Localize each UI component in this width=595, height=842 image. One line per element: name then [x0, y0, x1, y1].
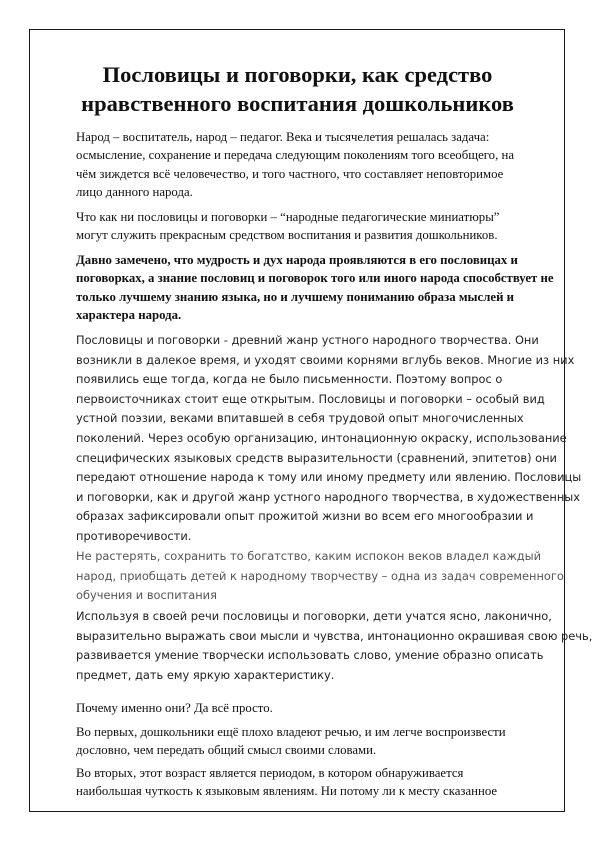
text-line: Что как ни пословицы и поговорки – “народные педагогические миниатюры” — [76, 210, 500, 224]
text-line: Не растерять, сохранить то богатство, каким испокон веков владел каждый — [76, 549, 542, 563]
text-line: чём зиждется всё человечество, и того частного, что составляет неповторимое — [76, 166, 504, 181]
text-line: первоисточниках стоит еще открытым. Пословицы и поговорки – особый вид — [76, 391, 545, 406]
text-line: Во вторых, этот возраст является периодом, в котором обнаруживается — [76, 766, 464, 780]
text-line: только лучшему знанию языка, но и лучшему пониманию образа мыслей и — [76, 289, 515, 304]
text-line: предмет, дать ему яркую характеристику. — [76, 667, 335, 682]
text-line: появились еще тогда, когда не было письменности. Поэтому вопрос о — [76, 372, 503, 387]
text-line: и поговорки, как и другой жанр устного народного творчества, в художественных — [76, 489, 580, 504]
title-line: нравственного воспитания дошкольников — [81, 91, 514, 116]
paragraph-heritage — [60, 547, 564, 606]
text-line: Народ – воспитатель, народ – педагог. Века и тысячелетия решалась задача: — [76, 130, 490, 144]
text-line: Давно замечено, что мудрость и дух народа проявляются в его пословицах и — [76, 253, 518, 267]
text-line: специфических языковых средств выразительности (сравнений, эпитетов) они — [76, 450, 557, 465]
text-line: Используя в своей речи пословицы и поговорки, дети учатся ясно, лаконично, — [76, 609, 552, 623]
text-line: дословно, чем передать общий смысл своими словами. — [76, 743, 377, 758]
paragraph-why — [60, 699, 542, 717]
paragraph-genre — [60, 331, 582, 547]
paragraph-wisdom — [60, 251, 554, 325]
title-line: Пословицы и поговорки, как средство — [102, 62, 493, 87]
text-line: могут служить прекрасным средством воспитания и развития дошкольников. — [76, 228, 498, 243]
text-line: образах зафиксировали опыт прожитой жизни во всем его многообразии и — [76, 509, 534, 524]
paragraph-intro — [60, 128, 542, 202]
paragraph-first — [60, 723, 542, 760]
text-line: поговорках, а знание пословиц и поговорок того или иного народа способствует не — [76, 271, 554, 286]
document-title — [40, 60, 555, 118]
text-line: Во первых, дошкольники ещё плохо владеют речью, и им легче воспроизвести — [76, 725, 506, 739]
text-line: обучения и воспитания — [76, 588, 217, 603]
text-line: характера народа. — [76, 308, 182, 323]
text-line: лицо данного народа. — [76, 185, 193, 200]
text-line: передают отношение народа к тому или иному предмету или явлению. Пословицы — [76, 470, 582, 485]
text-line: поколений. Через особую организацию, интонационную окраску, использование — [76, 430, 567, 445]
text-line: осмысление, сохранение и передача следующим поколениям того всеобщего, на — [76, 148, 514, 163]
text-line: возникли в далекое время, и уходят своими корнями вглубь веков. Многие из них — [76, 352, 575, 367]
text-line: Почему именно они? Да всё просто. — [76, 701, 273, 715]
text-line: Пословицы и поговорки - древний жанр устного народного творчества. Они — [76, 333, 539, 347]
text-line: развивается умение творчески использовать слово, умение образно описать — [76, 648, 544, 663]
paragraph-usage — [60, 607, 593, 685]
text-line: наибольшая чуткость к языковым явлениям. Ни потому ли к месту сказанное — [76, 784, 498, 799]
paragraph-second — [60, 764, 542, 801]
text-line: народ, приобщать детей к народному творчеству – одна из задач современного — [76, 568, 564, 583]
text-line: устной поэзии, веками впитавшей в себя трудовой опыт многочисленных — [76, 411, 524, 426]
text-line: противоречивости. — [76, 528, 192, 543]
paragraph-miniatures — [60, 208, 542, 245]
text-line: выразительно выражать свои мысли и чувства, интонационно окрашивая свою речь, — [76, 628, 593, 643]
